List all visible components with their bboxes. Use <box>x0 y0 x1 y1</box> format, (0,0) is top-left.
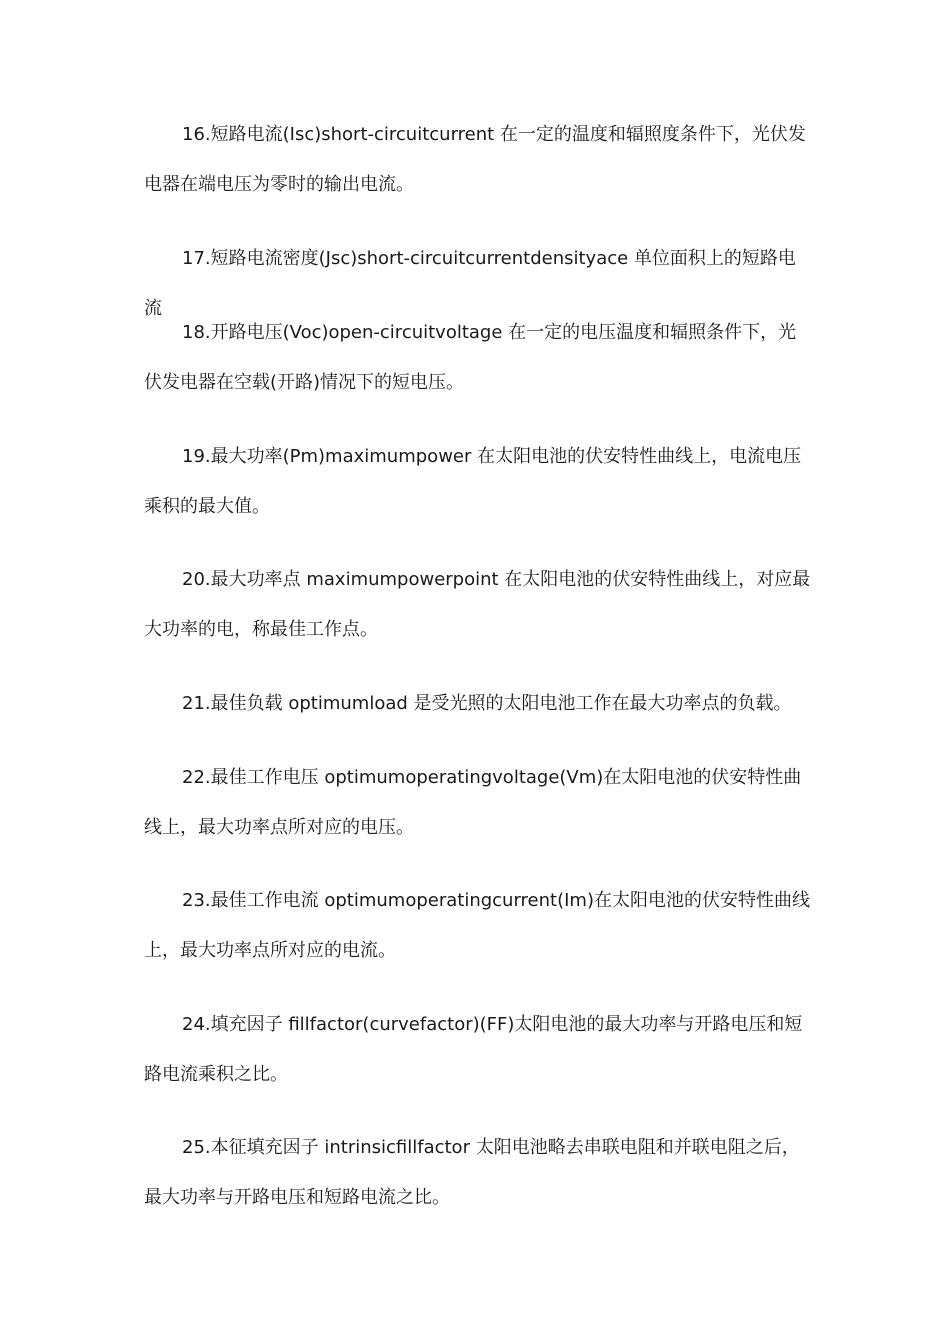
definition-21: 21.最佳负载 optimumload 是受光照的太阳电池工作在最大功率点的负载。 <box>182 693 792 714</box>
definition-25: 25.本征填充因子 intrinsicfillfactor 太阳电池略去串联电阻和并联电阻之后，最大功率与开路电压和短路电流之比。 <box>144 1137 800 1208</box>
definition-16: 16.短路电流(Isc)short-circuitcurrent 在一定的温度和辐照度条件下，光伏发电器在端电压为零时的输出电流。 <box>144 124 806 195</box>
definition-24: 24.填充因子 fillfactor(curvefactor)(FF)太阳电池的最大功率与开路电压和短路电流乘积之比。 <box>144 1014 803 1085</box>
definition-18: 18.开路电压(Voc)open-circuitvoltage 在一定的电压温度和辐照条件下，光伏发电器在空载(开路)情况下的短电压。 <box>144 322 797 393</box>
definition-20: 20.最大功率点 maximumpowerpoint 在太阳电池的伏安特性曲线上，对应最大功率的电，称最佳工作点。 <box>144 569 811 640</box>
definition-17: 17.短路电流密度(Jsc)short-circuitcurrentdensityace 单位面积上的短路电流 <box>144 248 796 319</box>
definition-22: 22.最佳工作电压 optimumoperatingvoltage(Vm)在太阳电池的伏安特性曲线上，最大功率点所对应的电压。 <box>144 767 802 838</box>
definition-23: 23.最佳工作电流 optimumoperatingcurrent(Im)在太阳电池的伏安特性曲线上，最大功率点所对应的电流。 <box>144 890 810 961</box>
definition-19: 19.最大功率(Pm)maximumpower 在太阳电池的伏安特性曲线上，电流电压乘积的最大值。 <box>144 446 802 517</box>
